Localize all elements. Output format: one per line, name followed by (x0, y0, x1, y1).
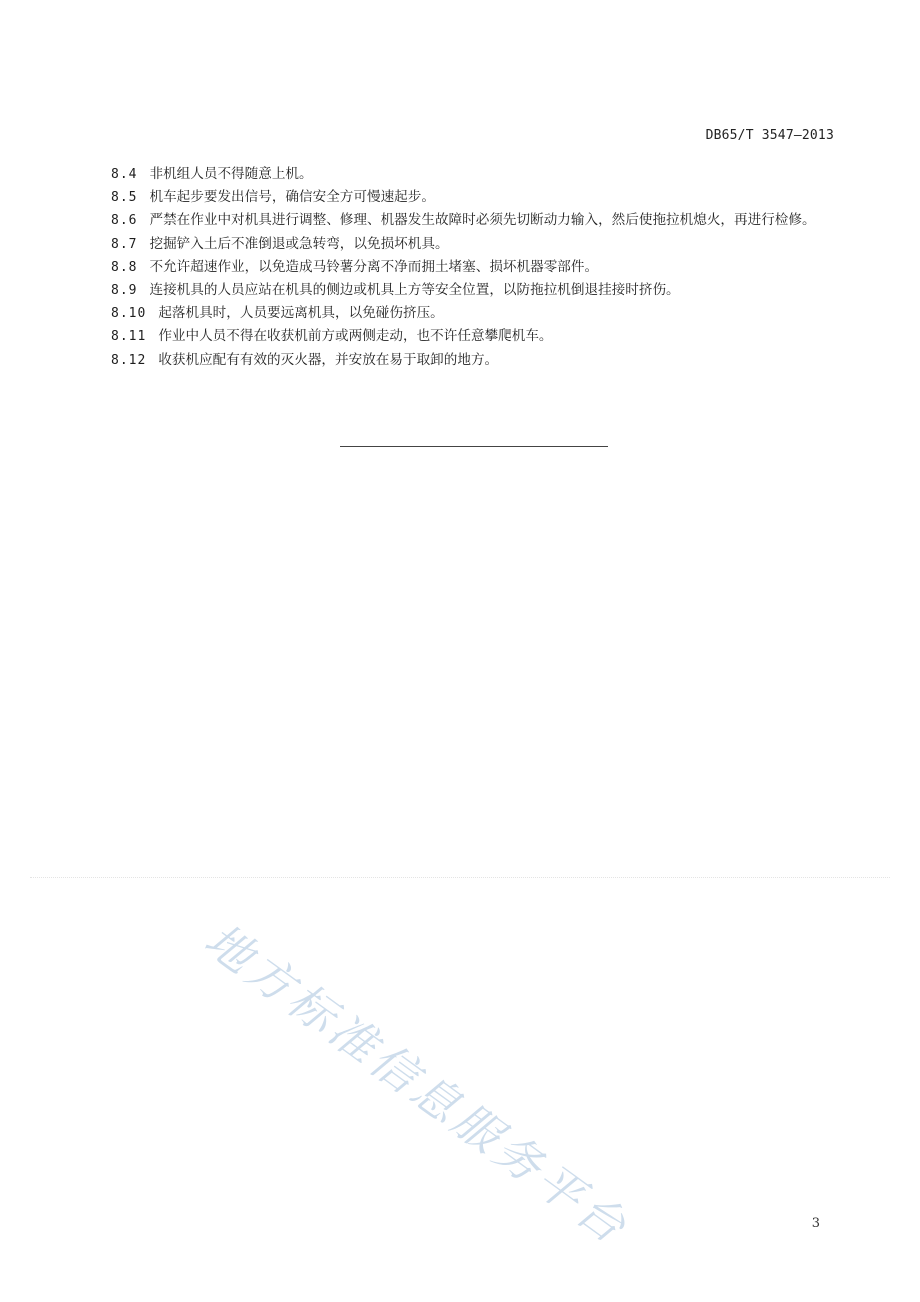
clause-item (111, 209, 839, 232)
clause-text: 非机组人员不得随意上机。 (149, 166, 313, 182)
clause-text: 起落机具时，人员要远离机具，以免碰伤挤压。 (158, 305, 444, 322)
clause-number: 8.10 (111, 306, 147, 322)
page-number: 3 (811, 1216, 820, 1231)
clause-text: 严禁在作业中对机具进行调整、修理、机器发生故障时必须先切断动力输入，然后使拖拉机熄火，再进行检修。 (149, 212, 816, 229)
clause-item (111, 325, 839, 348)
document-code: DB65/T 3547—2013 (705, 128, 834, 143)
clause-number: 8.7 (111, 236, 138, 252)
clause-item (111, 302, 839, 325)
watermark: 地方标准信息服务平台 (194, 912, 640, 1256)
clause-item (111, 233, 839, 256)
clause-text: 机车起步要发出信号，确信安全方可慢速起步。 (149, 189, 435, 206)
clause-item (111, 163, 839, 186)
clause-item (111, 349, 839, 372)
clause-text: 连接机具的人员应站在机具的侧边或机具上方等安全位置，以防拖拉机倒退挂接时挤伤。 (149, 282, 680, 299)
end-of-text-rule (340, 446, 608, 447)
clause-item (111, 256, 839, 279)
clause-number: 8.5 (111, 190, 138, 206)
clause-number: 8.11 (111, 329, 147, 345)
clause-text: 挖掘铲入土后不准倒退或急转弯，以免损坏机具。 (149, 235, 449, 252)
clause-number: 8.9 (111, 283, 138, 299)
scan-artifact-line (30, 877, 890, 878)
clause-text: 不允许超速作业，以免造成马铃薯分离不净而拥土堵塞、损坏机器零部件。 (149, 258, 599, 275)
clause-number: 8.6 (111, 213, 138, 229)
clause-list (111, 163, 839, 372)
clause-number: 8.12 (111, 352, 147, 368)
clause-item (111, 186, 839, 209)
clause-number: 8.4 (111, 167, 138, 182)
clause-text: 收获机应配有有效的灭火器，并安放在易于取卸的地方。 (158, 351, 499, 368)
clause-text: 作业中人员不得在收获机前方或两侧走动，也不许任意攀爬机车。 (158, 328, 553, 345)
clause-item (111, 279, 839, 302)
clause-number: 8.8 (111, 259, 138, 275)
